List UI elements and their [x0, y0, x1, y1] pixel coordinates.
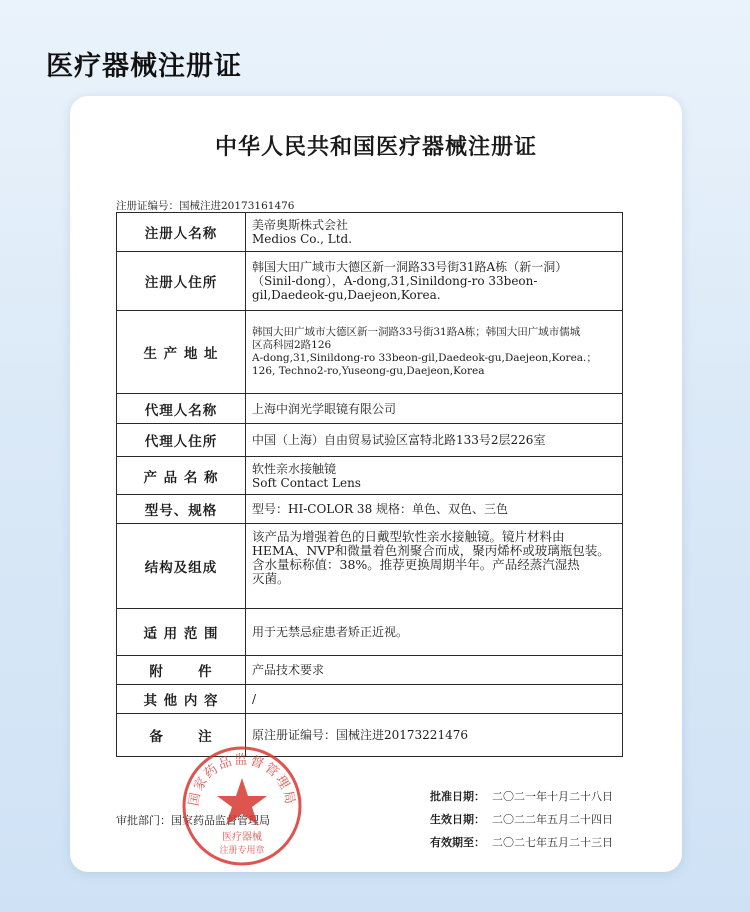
- row-value: [246, 311, 623, 394]
- value-line: 上海中润光学眼镜有限公司: [252, 401, 397, 416]
- date-block: [430, 788, 613, 857]
- row-label: 备 注: [117, 714, 246, 757]
- value-line: 产品技术要求: [252, 663, 325, 677]
- table-row: [117, 213, 623, 252]
- certificate-table: [116, 212, 623, 757]
- registration-number: [116, 198, 295, 213]
- value-line: 韩国大田广域市大德区新一洞路33号街31路A栋（新一洞）: [252, 260, 568, 274]
- row-label: 适 用 范 围: [117, 609, 246, 656]
- table-row: [117, 685, 623, 714]
- table-row: [117, 524, 623, 609]
- effective-date-row: [430, 811, 613, 834]
- row-value: [246, 394, 623, 424]
- table-row: [117, 457, 623, 495]
- row-value: [246, 656, 623, 685]
- value-line: 韩国大田广域市大德区新一洞路33号街31路A栋；韩国大田广域市儒城: [252, 326, 581, 338]
- date-label: 批准日期：: [430, 790, 485, 803]
- row-label: 其 他 内 容: [117, 685, 246, 714]
- table-row: [117, 656, 623, 685]
- table-row: [117, 495, 623, 524]
- table-row: [117, 609, 623, 656]
- seal-star-icon: [217, 778, 267, 825]
- row-value: [246, 495, 623, 524]
- page-title: 医疗器械注册证: [46, 51, 242, 82]
- value-line: gil,Daedeok-gu,Daejeon,Korea.: [252, 288, 441, 302]
- row-value: [246, 252, 623, 311]
- value-line: 用于无禁忌症患者矫正近视。: [252, 625, 409, 639]
- table-row: [117, 394, 623, 424]
- value-line: 软性亲水接触镜: [252, 461, 337, 476]
- table-row: [117, 424, 623, 457]
- row-label: 注册人住所: [117, 252, 246, 311]
- value-line: 区高科园2路126: [252, 339, 332, 351]
- value-line: A-dong,31,Sinildong-ro 33beon-gil,Daedeok-gu,Daejeon,Korea.；: [252, 352, 597, 364]
- row-label: 代理人住所: [117, 424, 246, 457]
- value-line: 中国（上海）自由贸易试验区富特北路133号2层226室: [252, 433, 546, 447]
- value-line: HEMA、NVP和微量着色剂聚合而成，聚丙烯杯或玻璃瓶包装。: [252, 544, 610, 558]
- value-line: Soft Contact Lens: [252, 475, 361, 490]
- row-value: [246, 524, 623, 609]
- registration-number-label: 注册证编号：: [116, 200, 179, 212]
- value-line: （Sinil-dong），A-dong,31,Sinildong-ro 33beon-: [252, 274, 538, 288]
- value-line: 灭菌。: [252, 572, 290, 586]
- approval-department-value: 国家药品监督管理局: [171, 814, 270, 827]
- row-label: 注册人名称: [117, 213, 246, 252]
- date-value: 二〇二七年五月二十三日: [492, 836, 613, 849]
- row-value: [246, 609, 623, 656]
- row-value: [246, 685, 623, 714]
- value-line: 美帝奥斯株式会社: [252, 218, 349, 232]
- date-label: 有效期至：: [430, 836, 485, 849]
- row-label: 产 品 名 称: [117, 457, 246, 495]
- seal-inner-text-2: 注册专用章: [219, 846, 265, 856]
- row-label: 结构及组成: [117, 524, 246, 609]
- approval-department-label: 审批部门：: [116, 814, 171, 827]
- row-label: 生 产 地 址: [117, 311, 246, 394]
- certificate-card: [70, 96, 682, 872]
- row-value: [246, 213, 623, 252]
- date-label: 生效日期：: [430, 813, 485, 826]
- value-line: /: [252, 692, 257, 706]
- row-value: [246, 424, 623, 457]
- seal-inner-text-1: 医疗器械: [222, 832, 262, 843]
- seal-outer-text: 国家药品监督管理局: [186, 753, 298, 808]
- row-label: 代理人名称: [117, 394, 246, 424]
- value-line: 型号：HI-COLOR 38 规格：单色、双色、三色: [252, 502, 509, 516]
- table-row: [117, 311, 623, 394]
- date-value: 二〇二一年十月二十八日: [492, 790, 613, 803]
- value-line: Medios Co., Ltd.: [252, 232, 353, 246]
- value-line: 该产品为增强着色的日戴型软性亲水接触镜。镜片材料由: [252, 530, 565, 544]
- row-label: 附 件: [117, 656, 246, 685]
- official-seal-stamp: [178, 742, 306, 870]
- value-line: 含水量标称值：38%。推荐更换周期半年。产品经蒸汽湿热: [252, 558, 580, 572]
- expiry-date-row: [430, 834, 613, 857]
- row-label: 型号、规格: [117, 495, 246, 524]
- certificate-title: 中华人民共和国医疗器械注册证: [214, 134, 537, 160]
- date-value: 二〇二二年五月二十四日: [492, 813, 613, 826]
- registration-number-value: 国械注进20173161476: [179, 200, 295, 212]
- approval-date-row: [430, 788, 613, 811]
- table-row: [117, 252, 623, 311]
- row-value: [246, 457, 623, 495]
- value-line: 原注册证编号：国械注进20173221476: [252, 728, 468, 742]
- value-line: 126, Techno2-ro,Yuseong-gu,Daejeon,Korea: [252, 365, 485, 377]
